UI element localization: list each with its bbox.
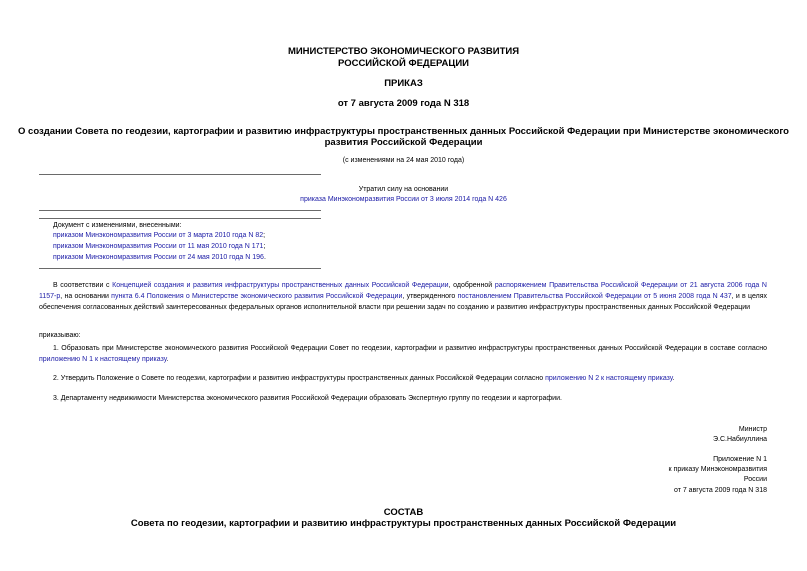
- changes-intro: Документ с изменениями, внесенными:: [53, 222, 182, 229]
- amendment-link-1[interactable]: приказом Минэкономразвития России от 3 марта 2010 года N 82: [53, 232, 264, 239]
- divider: [39, 218, 321, 219]
- ministry-name-line1: МИНИСТЕРСТВО ЭКОНОМИЧЕСКОГО РАЗВИТИЯ: [287, 46, 520, 57]
- list-item: приказом Минэкономразвития России от 11 мая 2010 года N 171;: [53, 243, 266, 250]
- appendix-2-link[interactable]: приложению N 2 к настоящему приказу: [545, 375, 673, 382]
- repeal-order-link[interactable]: приказа Минэкономразвития России от 3 июля 2014 года N 426: [300, 196, 507, 203]
- amendments-note: (с изменениями на 24 мая 2010 года): [342, 157, 465, 164]
- government-decree-link[interactable]: распоряжением Правительства Российской Федерации от 21 августа 2006 года N 1157-р: [39, 282, 767, 300]
- order-item-2: 2. Утвердить Положение о Совете по геодезии, картографии и развитию инфраструктуры пространственных данных Российской Федерации согласно приложению N 2 к настоящему приказу.: [53, 375, 675, 382]
- amendment-link-2[interactable]: приказом Минэкономразвития России от 11 мая 2010 года N 171: [53, 243, 264, 250]
- divider: [39, 210, 321, 211]
- order-item-1: 1. Образовать при Министерстве экономического развития Российской Федерации Совет по геодезии, картографии и развитию инфраструктуры пространственных данных Российской Федерации в составе согласно приложению N 1 к настоящему приказу.: [39, 345, 767, 363]
- appendix-ref-line3: России: [743, 476, 767, 483]
- status-note: Утратил силу на основании: [358, 186, 449, 193]
- regulation-clause-link[interactable]: пункта 6.4 Положения о Министерстве экономического развития Российской Федерации: [111, 293, 403, 300]
- concept-link[interactable]: Концепцией создания и развития инфраструктуры пространственных данных Российской Федерации: [112, 282, 449, 289]
- order-word: приказываю:: [39, 332, 81, 339]
- appendix-ref-line2: к приказу Минэкономразвития: [668, 466, 767, 473]
- signature-name: Э.С.Набиуллина: [712, 436, 767, 443]
- document-title-line1: О создании Совета по геодезии, картографии и развитию инфраструктуры пространственных данных Российской Федерации при Министерстве экономического: [18, 126, 789, 137]
- document-type: ПРИКАЗ: [384, 78, 423, 89]
- order-item-3: 3. Департаменту недвижимости Министерства экономического развития Российской Федерации образовать Экспертную группу по геодезии и картографии.: [53, 395, 562, 402]
- composition-subtitle: Совета по геодезии, картографии и развитию инфраструктуры пространственных данных Российской Федерации: [130, 518, 677, 529]
- ministry-name-line2: РОССИЙСКОЙ ФЕДЕРАЦИИ: [337, 58, 469, 69]
- list-item: приказом Минэкономразвития России от 24 мая 2010 года N 196.: [53, 254, 266, 261]
- preamble-paragraph: В соответствии с Концепцией создания и развития инфраструктуры пространственных данных Российской Федерации, одобренной распоряжением Правительства Российской Федерации от 21 августа 2006 года N 1157-р, на основании пункта 6.4 Положения о Министерстве экономического развития Российской Федерации, утвержденного постановлением Правительства Российской Федерации от 5 июня 2008 года N 437, и в целях обеспечения согласованных действий заинтересованных федеральных органов исполнительной власти при решении задач по созданию и развитию инфраструктуры пространственных данных Российской Федерации: [39, 282, 767, 311]
- appendix-ref-line4: от 7 августа 2009 года N 318: [673, 487, 767, 494]
- composition-title: СОСТАВ: [383, 507, 424, 518]
- divider: [39, 268, 321, 269]
- appendix-label: Приложение N 1: [713, 456, 767, 463]
- signature-role: Министр: [738, 426, 767, 433]
- government-resolution-link[interactable]: постановлением Правительства Российской Федерации от 5 июня 2008 года N 437: [457, 293, 732, 300]
- amendment-link-3[interactable]: приказом Минэкономразвития России от 24 мая 2010 года N 196: [53, 254, 264, 261]
- appendix-1-link[interactable]: приложению N 1 к настоящему приказу: [39, 356, 167, 363]
- list-item: приказом Минэкономразвития России от 3 марта 2010 года N 82;: [53, 232, 266, 239]
- document-title-line2: развития Российской Федерации: [324, 137, 483, 148]
- document-date: от 7 августа 2009 года N 318: [337, 98, 470, 109]
- divider: [39, 174, 321, 175]
